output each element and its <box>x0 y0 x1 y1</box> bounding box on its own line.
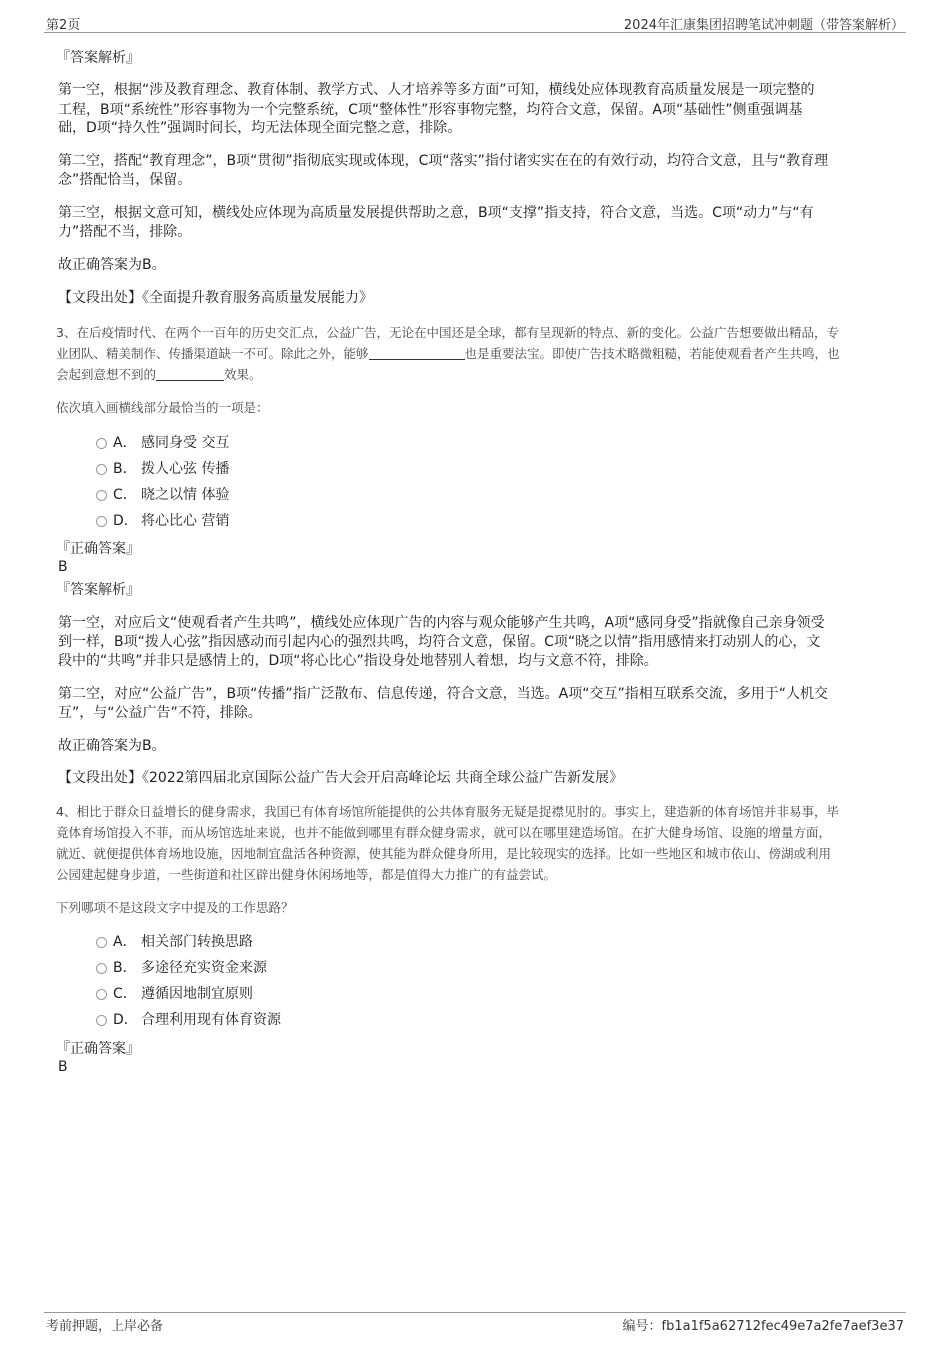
question-3-text-line: 3、在后疫情时代、在两个一百年的历史交汇点，公益广告，无论在中国还是全球，都有呈现新的特点、新的变化。公益广告想要做出精品，专 <box>56 325 839 340</box>
document-title: 2024年汇康集团招聘笔试冲刺题（带答案解析） <box>623 18 904 33</box>
correct-answer: B <box>58 1059 68 1075</box>
conclusion: 故正确答案为B。 <box>58 257 166 273</box>
option-letter: A． <box>113 934 137 950</box>
analysis-paragraph-line: 第一空，对应后文“使观看者产生共鸣”，横线处应体现广告的内容与观众能够产生共鸣，A项“感同身受”指就像自己亲身领受 <box>58 615 825 631</box>
question-3-text-part: 业团队、精美制作、传播渠道缺一不可。除此之外，能够 <box>56 346 369 361</box>
question-3-text-line <box>56 364 262 386</box>
option-text: 多途径充实资金来源 <box>141 960 267 976</box>
page-header <box>44 12 906 33</box>
option-d[interactable] <box>96 1010 281 1030</box>
question-3-text-part: 效果。 <box>224 367 262 382</box>
correct-answer-label: 『正确答案』 <box>56 541 140 557</box>
option-letter: D． <box>113 513 138 529</box>
option-letter: C． <box>113 487 137 503</box>
question-3-text-line <box>56 343 840 365</box>
question-4-text-line: 公园建起健身步道，一些街道和社区辟出健身休闲场地等，都是值得大力推广的有益尝试。 <box>56 867 557 882</box>
analysis-paragraph-line: 第二空，搭配“教育理念”，B项“贯彻”指彻底实现或体现，C项“落实”指付诸实实在在的有效行动，均符合文意，且与“教育理 <box>58 153 829 169</box>
option-text: 将心比心 营销 <box>141 513 230 529</box>
question-4-text-line: 就近、就便提供体育场地设施，因地制宜盘活各种资源，使其能为群众健身所用，是比较现实的选择。比如一些地区和城市依山、傍湖或利用 <box>56 846 832 861</box>
analysis-paragraph-line: 互”，与“公益广告”不符，排除。 <box>58 705 262 721</box>
page-footer <box>44 1312 906 1333</box>
question-3-text-part: 会起到意想不到的 <box>56 367 157 382</box>
option-letter: B． <box>113 461 137 477</box>
radio-icon[interactable] <box>96 963 107 974</box>
radio-icon[interactable] <box>96 1015 107 1026</box>
analysis-label: 『答案解析』 <box>56 50 140 66</box>
source-citation: 【文段出处】《全面提升教育服务高质量发展能力》 <box>58 290 373 306</box>
radio-icon[interactable] <box>96 464 107 475</box>
correct-answer: B <box>58 559 68 575</box>
option-text: 晓之以情 体验 <box>141 487 230 503</box>
analysis-paragraph-line: 础，D项“持久性”强调时间长，均无法体现全面完整之意，排除。 <box>58 120 462 136</box>
analysis-paragraph-line: 力”搭配不当，排除。 <box>58 224 192 240</box>
option-letter: D． <box>113 1012 138 1028</box>
option-a[interactable] <box>96 932 253 952</box>
option-text: 拨人心弦 传播 <box>141 461 230 477</box>
option-letter: B． <box>113 960 137 976</box>
analysis-paragraph-line: 第一空，根据“涉及教育理念、教育体制、教学方式、人才培养等多方面”可知，横线处应体现教育高质量发展是一项完整的 <box>58 82 815 98</box>
option-text: 感同身受 交互 <box>141 435 230 451</box>
page-number: 第2页 <box>46 18 81 33</box>
option-text: 相关部门转换思路 <box>141 934 253 950</box>
option-text: 遵循因地制宜原则 <box>141 986 253 1002</box>
option-c[interactable] <box>96 984 253 1004</box>
analysis-paragraph-line: 工程，B项“系统性”形容事物为一个完整系统，C项“整体性”形容事物完整，均符合文意，保留。A项“基础性”侧重强调基 <box>58 102 803 118</box>
analysis-paragraph-line: 念”搭配恰当，保留。 <box>58 172 192 188</box>
fill-blank-2 <box>156 366 224 381</box>
option-letter: C． <box>113 986 137 1002</box>
option-a[interactable] <box>96 433 229 453</box>
footer-slogan: 考前押题，上岸必备 <box>46 1319 164 1334</box>
fill-blank-1 <box>369 345 465 360</box>
option-b[interactable] <box>96 958 267 978</box>
document-id: 编号：fb1a1f5a62712fec49e7a2fe7aef3e37 <box>622 1319 904 1334</box>
option-b[interactable] <box>96 459 229 479</box>
analysis-paragraph-line: 第二空，对应“公益广告”，B项“传播”指广泛散布、信息传递，符合文意，当选。A项“交互”指相互联系交流，多用于“人机交 <box>58 686 828 702</box>
question-3-text-part: 也是重要法宝。即使广告技术略微粗糙，若能使观看者产生共鸣，也 <box>464 346 840 361</box>
correct-answer-label: 『正确答案』 <box>56 1041 140 1057</box>
radio-icon[interactable] <box>96 937 107 948</box>
option-letter: A． <box>113 435 137 451</box>
option-text: 合理利用现有体育资源 <box>141 1012 281 1028</box>
analysis-label: 『答案解析』 <box>56 582 140 598</box>
option-d[interactable] <box>96 511 229 531</box>
question-4-prompt: 下列哪项不是这段文字中提及的工作思路？ <box>56 900 294 915</box>
source-citation: 【文段出处】《2022第四届北京国际公益广告大会开启高峰论坛 共商全球公益广告新发展》 <box>58 770 624 786</box>
question-4-text-line: 4、相比于群众日益增长的健身需求，我国已有体育场馆所能提供的公共体育服务无疑是捉襟见肘的。事实上，建造新的体育场馆并非易事，毕 <box>56 804 839 819</box>
analysis-paragraph-line: 段中的“共鸣”并非只是感情上的，D项“将心比心”指设身处地替别人着想，均与文意不符，排除。 <box>58 653 658 669</box>
radio-icon[interactable] <box>96 490 107 501</box>
radio-icon[interactable] <box>96 438 107 449</box>
radio-icon[interactable] <box>96 989 107 1000</box>
question-4-text-line: 竟体育场馆投入不菲，而从场馆选址来说，也并不能做到哪里有群众健身需求，就可以在哪里建造场馆。在扩大健身场馆、设施的增量方面， <box>56 825 832 840</box>
question-3-prompt: 依次填入画横线部分最恰当的一项是： <box>56 400 269 415</box>
analysis-paragraph-line: 第三空，根据文意可知，横线处应体现为高质量发展提供帮助之意，B项“支撑”指支持，符合文意，当选。C项“动力”与“有 <box>58 205 814 221</box>
conclusion: 故正确答案为B。 <box>58 738 166 754</box>
radio-icon[interactable] <box>96 516 107 527</box>
analysis-paragraph-line: 到一样，B项“拨人心弦”指因感动而引起内心的强烈共鸣，均符合文意，保留。C项“晓之以情”指用感情来打动别人的心，文 <box>58 634 821 650</box>
option-c[interactable] <box>96 485 229 505</box>
